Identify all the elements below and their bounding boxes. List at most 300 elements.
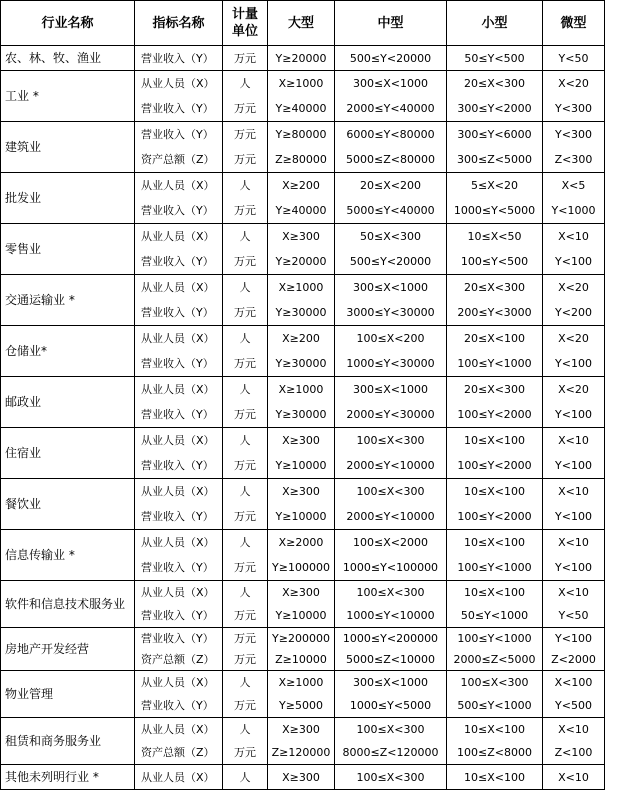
indicator-cell (135, 530, 223, 581)
large-value: Y≥100000 (272, 561, 330, 574)
unit-cell (223, 530, 268, 581)
indicator-value: 从业人员（X） (141, 723, 215, 736)
small-value: 10≤X<100 (464, 770, 525, 784)
micro-value: X<10 (558, 586, 589, 599)
small-cell (447, 275, 543, 326)
small-value: 500≤Y<1000 (457, 699, 532, 712)
indicator-cell (135, 628, 223, 671)
unit-value: 人 (239, 281, 251, 294)
medium-value: 1000≤Y<30000 (346, 357, 435, 370)
small-value: 10≤X<100 (464, 434, 525, 447)
large-value: Y≥20000 (275, 255, 327, 268)
medium-value: 500≤Y<20000 (349, 51, 432, 65)
small-value: 20≤X<300 (464, 281, 525, 294)
unit-cell (223, 173, 268, 224)
large-cell (268, 122, 335, 173)
medium-value: 2000≤Y<10000 (346, 459, 435, 472)
small-cell (447, 224, 543, 275)
medium-cell (335, 479, 447, 530)
indicator-value: 营业收入（Y） (141, 102, 214, 115)
indicator-cell (135, 326, 223, 377)
medium-cell (335, 628, 447, 671)
large-value: X≥300 (282, 770, 320, 784)
indicator-cell (135, 275, 223, 326)
small-value: 300≤Y<6000 (457, 128, 532, 141)
header-large: 大型 (268, 1, 335, 46)
unit-cell (223, 671, 268, 718)
medium-cell (335, 71, 447, 122)
unit-value: 万元 (234, 459, 256, 472)
small-value: 100≤X<300 (460, 676, 529, 689)
micro-cell (543, 377, 605, 428)
table-row (1, 377, 605, 428)
medium-value: 50≤X<300 (360, 230, 421, 243)
micro-cell (543, 71, 605, 122)
unit-cell (223, 377, 268, 428)
medium-cell (335, 46, 447, 71)
small-value: 100≤Z<8000 (457, 746, 532, 759)
small-cell (447, 718, 543, 765)
micro-value: X<20 (558, 281, 589, 294)
unit-value: 万元 (234, 102, 256, 115)
indicator-value: 从业人员（X） (141, 434, 215, 447)
indicator-cell (135, 224, 223, 275)
medium-value: 3000≤Y<30000 (346, 306, 435, 319)
large-cell (268, 718, 335, 765)
small-value: 100≤Y<1000 (457, 561, 532, 574)
indicator-value: 资产总额（Z） (141, 153, 215, 166)
unit-value: 万元 (234, 408, 256, 421)
unit-value: 人 (239, 179, 251, 192)
table-row (1, 46, 605, 71)
micro-value: Y<100 (555, 632, 592, 645)
small-value: 100≤Y<1000 (457, 357, 532, 370)
small-value: 300≤Z<5000 (457, 153, 532, 166)
medium-cell (335, 530, 447, 581)
industry-name: 物业管理 (1, 671, 135, 718)
medium-cell (335, 718, 447, 765)
medium-cell (335, 765, 447, 790)
small-cell (447, 671, 543, 718)
medium-value: 100≤X<2000 (353, 536, 428, 549)
small-value: 100≤Y<2000 (457, 510, 532, 523)
small-value: 10≤X<100 (464, 536, 525, 549)
large-value: Y≥30000 (275, 306, 327, 319)
unit-value: 人 (239, 676, 251, 689)
industry-name: 建筑业 (1, 122, 135, 173)
unit-value: 人 (239, 434, 251, 447)
large-cell (268, 428, 335, 479)
table-row (1, 428, 605, 479)
unit-value: 万元 (234, 255, 256, 268)
micro-value: Y<300 (555, 128, 592, 141)
micro-cell (543, 718, 605, 765)
unit-value: 人 (239, 230, 251, 243)
medium-value: 300≤X<1000 (353, 676, 428, 689)
industry-name: 餐饮业 (1, 479, 135, 530)
small-value: 10≤X<50 (467, 230, 522, 243)
medium-value: 5000≤Y<40000 (346, 204, 435, 217)
large-cell (268, 628, 335, 671)
indicator-value: 营业收入（Y） (141, 255, 214, 268)
small-value: 10≤X<100 (464, 586, 525, 599)
micro-cell (543, 628, 605, 671)
small-value: 10≤X<100 (464, 485, 525, 498)
micro-value: Y<100 (555, 255, 592, 268)
small-value: 300≤Y<2000 (457, 102, 532, 115)
micro-cell (543, 173, 605, 224)
indicator-value: 营业收入（Y） (141, 632, 214, 645)
micro-value: X<10 (558, 770, 589, 784)
large-cell (268, 173, 335, 224)
industry-name: 工业 * (1, 71, 135, 122)
table-row (1, 122, 605, 173)
micro-cell (543, 428, 605, 479)
micro-value: X<10 (558, 485, 589, 498)
unit-value: 人 (239, 723, 251, 736)
indicator-value: 从业人员（X） (141, 281, 215, 294)
table-row (1, 581, 605, 628)
small-value: 20≤X<300 (464, 383, 525, 396)
large-value: X≥300 (282, 485, 320, 498)
small-value: 2000≤Z<5000 (453, 653, 536, 666)
industry-name: 交通运输业 * (1, 275, 135, 326)
medium-value: 300≤X<1000 (353, 77, 428, 90)
large-value: Y≥30000 (275, 408, 327, 421)
industry-name: 信息传输业 * (1, 530, 135, 581)
indicator-value: 营业收入（Y） (141, 51, 214, 65)
micro-value: Z<300 (554, 153, 593, 166)
unit-cell (223, 224, 268, 275)
industry-name: 房地产开发经营 (1, 628, 135, 671)
micro-cell (543, 479, 605, 530)
small-value: 100≤Y<1000 (457, 632, 532, 645)
small-cell (447, 479, 543, 530)
large-cell (268, 530, 335, 581)
medium-value: 100≤X<200 (356, 332, 425, 345)
indicator-value: 营业收入（Y） (141, 609, 214, 622)
micro-value: Y<50 (558, 51, 589, 65)
micro-value: Y<100 (555, 408, 592, 421)
indicator-cell (135, 46, 223, 71)
unit-cell (223, 326, 268, 377)
indicator-value: 从业人员（X） (141, 77, 215, 90)
table-row (1, 275, 605, 326)
table-body (1, 46, 605, 790)
small-cell (447, 173, 543, 224)
table-row (1, 628, 605, 671)
indicator-cell (135, 671, 223, 718)
indicator-value: 从业人员（X） (141, 179, 215, 192)
table-row (1, 326, 605, 377)
medium-value: 6000≤Y<80000 (346, 128, 435, 141)
unit-value: 万元 (234, 357, 256, 370)
micro-value: X<5 (561, 179, 586, 192)
indicator-value: 营业收入（Y） (141, 306, 214, 319)
micro-value: Y<500 (555, 699, 592, 712)
medium-value: 1000≤Y<10000 (346, 609, 435, 622)
large-cell (268, 671, 335, 718)
medium-value: 8000≤Z<120000 (342, 746, 439, 759)
large-value: X≥300 (282, 230, 320, 243)
header-micro: 微型 (543, 1, 605, 46)
medium-value: 100≤X<300 (356, 723, 425, 736)
indicator-cell (135, 479, 223, 530)
unit-value: 万元 (234, 632, 256, 645)
micro-value: X<100 (554, 676, 593, 689)
unit-cell (223, 71, 268, 122)
unit-value: 万元 (234, 746, 256, 759)
micro-value: Y<300 (555, 102, 592, 115)
unit-value: 万元 (234, 153, 256, 166)
indicator-value: 营业收入（Y） (141, 699, 214, 712)
micro-cell (543, 326, 605, 377)
small-cell (447, 530, 543, 581)
industry-name: 住宿业 (1, 428, 135, 479)
small-cell (447, 628, 543, 671)
micro-cell (543, 581, 605, 628)
large-value: Y≥200000 (272, 632, 330, 645)
unit-value: 人 (239, 770, 251, 784)
micro-value: Y<50 (558, 609, 589, 622)
micro-value: Y<1000 (551, 204, 596, 217)
table-row (1, 765, 605, 790)
medium-cell (335, 428, 447, 479)
industry-name: 仓储业* (1, 326, 135, 377)
indicator-value: 从业人员（X） (141, 230, 215, 243)
large-value: X≥300 (282, 434, 320, 447)
indicator-value: 营业收入（Y） (141, 459, 214, 472)
unit-cell (223, 718, 268, 765)
small-cell (447, 581, 543, 628)
micro-value: X<20 (558, 77, 589, 90)
table-row (1, 479, 605, 530)
large-value: Z≥10000 (275, 653, 327, 666)
large-cell (268, 765, 335, 790)
medium-value: 100≤X<300 (356, 434, 425, 447)
medium-value: 500≤Y<20000 (349, 255, 432, 268)
unit-value: 人 (239, 485, 251, 498)
industry-name: 农、林、牧、渔业 (1, 46, 135, 71)
large-cell (268, 581, 335, 628)
header-unit-text: 计量单位 (231, 7, 258, 39)
large-cell (268, 275, 335, 326)
large-value: Y≥80000 (275, 128, 327, 141)
industry-name: 其他未列明行业 * (1, 765, 135, 790)
indicator-value: 从业人员（X） (141, 536, 215, 549)
small-cell (447, 71, 543, 122)
micro-cell (543, 122, 605, 173)
medium-cell (335, 377, 447, 428)
micro-value: X<20 (558, 383, 589, 396)
micro-cell (543, 671, 605, 718)
unit-value: 万元 (234, 653, 256, 666)
table-header-row (1, 1, 605, 46)
indicator-cell (135, 122, 223, 173)
micro-cell (543, 530, 605, 581)
large-value: Y≥40000 (275, 204, 327, 217)
indicator-cell (135, 71, 223, 122)
industry-name: 批发业 (1, 173, 135, 224)
indicator-value: 营业收入（Y） (141, 357, 214, 370)
unit-cell (223, 275, 268, 326)
large-value: X≥200 (282, 332, 320, 345)
table-row (1, 71, 605, 122)
medium-cell (335, 224, 447, 275)
medium-value: 5000≤Z<80000 (346, 153, 435, 166)
small-cell (447, 377, 543, 428)
micro-value: Y<100 (555, 561, 592, 574)
header-indicator: 指标名称 (135, 1, 223, 46)
large-value: Y≥10000 (275, 510, 327, 523)
unit-value: 人 (239, 77, 251, 90)
large-value: X≥1000 (278, 383, 324, 396)
small-value: 20≤X<300 (464, 77, 525, 90)
medium-value: 100≤X<300 (356, 770, 425, 784)
unit-value: 万元 (234, 306, 256, 319)
table-row (1, 224, 605, 275)
indicator-value: 从业人员（X） (141, 332, 215, 345)
small-value: 10≤X<100 (464, 723, 525, 736)
large-value: X≥300 (282, 586, 320, 599)
large-cell (268, 479, 335, 530)
medium-value: 2000≤Y<10000 (346, 510, 435, 523)
unit-value: 万元 (234, 609, 256, 622)
micro-cell (543, 224, 605, 275)
indicator-cell (135, 173, 223, 224)
medium-value: 2000≤Y<40000 (346, 102, 435, 115)
indicator-value: 从业人员（X） (141, 383, 215, 396)
indicator-value: 资产总额（Z） (141, 746, 215, 759)
medium-value: 2000≤Y<30000 (346, 408, 435, 421)
unit-cell (223, 628, 268, 671)
indicator-value: 资产总额（Z） (141, 653, 215, 666)
small-value: 50≤Y<1000 (460, 609, 529, 622)
indicator-cell (135, 377, 223, 428)
unit-cell (223, 46, 268, 71)
unit-value: 万元 (234, 561, 256, 574)
small-value: 5≤X<20 (471, 179, 518, 192)
large-value: X≥1000 (278, 281, 324, 294)
unit-cell (223, 428, 268, 479)
industry-name: 租赁和商务服务业 (1, 718, 135, 765)
indicator-cell (135, 428, 223, 479)
large-cell (268, 326, 335, 377)
unit-cell (223, 581, 268, 628)
medium-cell (335, 275, 447, 326)
table-row (1, 671, 605, 718)
table-row (1, 718, 605, 765)
large-value: X≥200 (282, 179, 320, 192)
medium-cell (335, 671, 447, 718)
large-value: Y≥40000 (275, 102, 327, 115)
micro-value: X<20 (558, 332, 589, 345)
indicator-value: 营业收入（Y） (141, 128, 214, 141)
medium-value: 1000≤Y<100000 (342, 561, 439, 574)
small-value: 200≤Y<3000 (457, 306, 532, 319)
small-cell (447, 122, 543, 173)
medium-value: 5000≤Z<10000 (346, 653, 435, 666)
medium-cell (335, 173, 447, 224)
micro-value: Y<200 (555, 306, 592, 319)
indicator-cell (135, 581, 223, 628)
small-cell (447, 765, 543, 790)
medium-cell (335, 326, 447, 377)
header-industry: 行业名称 (1, 1, 135, 46)
industry-name: 邮政业 (1, 377, 135, 428)
indicator-value: 营业收入（Y） (141, 204, 214, 217)
large-value: Y≥30000 (275, 357, 327, 370)
indicator-value: 从业人员（X） (141, 586, 215, 599)
industry-name: 零售业 (1, 224, 135, 275)
micro-cell (543, 765, 605, 790)
small-cell (447, 428, 543, 479)
medium-value: 300≤X<1000 (353, 383, 428, 396)
header-small: 小型 (447, 1, 543, 46)
unit-value: 人 (239, 536, 251, 549)
unit-value: 万元 (234, 699, 256, 712)
small-cell (447, 46, 543, 71)
micro-value: X<10 (558, 536, 589, 549)
large-cell (268, 224, 335, 275)
unit-value: 万元 (234, 51, 256, 65)
unit-cell (223, 122, 268, 173)
large-value: Y≥5000 (279, 699, 323, 712)
small-value: 100≤Y<500 (460, 255, 529, 268)
micro-value: Y<100 (555, 357, 592, 370)
unit-value: 人 (239, 586, 251, 599)
indicator-value: 营业收入（Y） (141, 408, 214, 421)
micro-value: Y<100 (555, 459, 592, 472)
unit-value: 万元 (234, 510, 256, 523)
small-value: 20≤X<100 (464, 332, 525, 345)
large-value: Z≥120000 (271, 746, 331, 759)
micro-value: X<10 (558, 230, 589, 243)
micro-cell (543, 275, 605, 326)
micro-value: X<10 (558, 723, 589, 736)
unit-value: 人 (239, 383, 251, 396)
medium-value: 100≤X<300 (356, 485, 425, 498)
indicator-cell (135, 765, 223, 790)
medium-cell (335, 581, 447, 628)
unit-value: 万元 (234, 204, 256, 217)
indicator-value: 从业人员（X） (141, 770, 215, 784)
industry-name: 软件和信息技术服务业 (1, 581, 135, 628)
micro-value: Y<100 (555, 510, 592, 523)
indicator-value: 从业人员（X） (141, 676, 215, 689)
header-unit (223, 1, 268, 46)
small-cell (447, 326, 543, 377)
small-value: 100≤Y<2000 (457, 459, 532, 472)
micro-value: Z<2000 (551, 653, 596, 666)
large-cell (268, 377, 335, 428)
indicator-value: 营业收入（Y） (141, 510, 214, 523)
indicator-value: 从业人员（X） (141, 485, 215, 498)
medium-value: 1000≤Y<5000 (349, 699, 432, 712)
micro-value: X<10 (558, 434, 589, 447)
medium-value: 1000≤Y<200000 (342, 632, 439, 645)
large-value: Y≥10000 (275, 609, 327, 622)
unit-cell (223, 479, 268, 530)
small-value: 50≤Y<500 (464, 51, 525, 65)
large-cell (268, 71, 335, 122)
medium-cell (335, 122, 447, 173)
large-value: X≥300 (282, 723, 320, 736)
large-value: Y≥10000 (275, 459, 327, 472)
large-value: Z≥80000 (275, 153, 327, 166)
medium-value: 20≤X<200 (360, 179, 421, 192)
small-value: 1000≤Y<5000 (453, 204, 536, 217)
